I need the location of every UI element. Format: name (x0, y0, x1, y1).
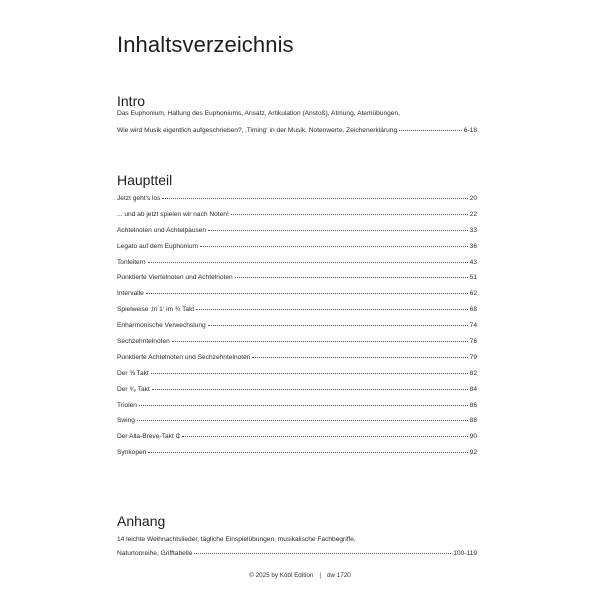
toc-entry-label: Tonleitern (117, 258, 146, 266)
toc-entry-page: 20 (469, 195, 477, 202)
toc-entry-label: Der Alla-Breve-Takt ₵ (117, 433, 181, 441)
toc-entry-label: Sechzehntelnoten (117, 338, 170, 346)
dot-leader (399, 125, 462, 131)
toc-row (117, 242, 477, 258)
dot-leader (148, 447, 467, 453)
toc-entry-page: 43 (469, 258, 477, 266)
toc-row (117, 353, 477, 369)
toc-row (117, 321, 477, 337)
dot-leader (194, 548, 451, 554)
section-heading-hauptteil: Hauptteil (117, 172, 173, 188)
section-heading-intro: Intro (117, 93, 146, 109)
toc-entry-label: Der ⅜ Takt (117, 369, 149, 377)
toc-entry-page: 82 (469, 369, 477, 377)
toc-row (117, 289, 477, 305)
toc-entry-page: 84 (469, 385, 477, 393)
toc-row (117, 416, 477, 432)
dot-leader (208, 225, 468, 231)
toc-entry-page: 74 (469, 322, 477, 330)
toc-entry-label: Swing (117, 417, 135, 425)
dot-leader (148, 257, 468, 263)
toc-row (117, 305, 477, 321)
page-footer (0, 572, 600, 579)
dot-leader (152, 384, 468, 390)
toc-entry-label: Wie wird Musik eigentlich aufgeschrieben?, ‚Timing‘ in der Musik, Notenwerte, Zeichenerklärung (117, 127, 398, 134)
toc-entry-page: 90 (469, 433, 477, 441)
intro-entry (117, 126, 477, 136)
toc-entry-page: 51 (469, 274, 477, 282)
toc-row (117, 401, 477, 417)
toc-row (117, 226, 477, 242)
dot-leader (172, 336, 468, 342)
toc-entry-label: Naturtonreihe, Grifftabelle (117, 550, 193, 557)
toc-entry-page: 86 (469, 401, 477, 409)
toc-entry-label: Jetzt geht's los (117, 195, 161, 202)
toc-entry-page: 76 (469, 338, 477, 346)
intro-line-1: Das Euphonium, Haltung des Euphoniums, Ansatz, Artikulation (Anstoß), Atmung, Atemübungen, (117, 110, 400, 117)
toc-row (117, 549, 477, 559)
hauptteil-list (117, 194, 477, 464)
footer-copyright: © 2025 by Köbl Edition (249, 572, 314, 579)
toc-entry-page: 6-18 (463, 127, 477, 134)
anhang-line-1: 14 leichte Weihnachtslieder, tägliche Einspielübungen, musikalische Fachbegriffe, (117, 536, 356, 543)
dot-leader (252, 352, 467, 358)
footer-separator: | (319, 572, 321, 579)
dot-leader (200, 241, 468, 247)
section-heading-anhang: Anhang (117, 513, 166, 529)
toc-row (117, 258, 477, 274)
toc-entry-label: Legato auf dem Euphonium (117, 242, 199, 250)
toc-row (117, 385, 477, 401)
anhang-entry (117, 549, 477, 559)
toc-entry-page: 33 (469, 226, 477, 234)
dot-leader (162, 193, 467, 199)
toc-entry-page: 92 (469, 449, 477, 457)
toc-entry-label: Triolen (117, 401, 137, 409)
toc-entry-label: Punktierte Viertelnoten und Achtelnoten (117, 274, 233, 282)
toc-entry-page: 22 (469, 210, 477, 218)
dot-leader (146, 288, 468, 294)
toc-entry-page: 62 (469, 290, 477, 298)
toc-row (117, 210, 477, 226)
toc-row (117, 194, 477, 210)
dot-leader (139, 400, 468, 406)
toc-row (117, 126, 477, 136)
toc-row (117, 369, 477, 385)
toc-entry-label: Synkopen (117, 449, 147, 457)
toc-entry-page: 68 (469, 306, 477, 314)
toc-entry-page: 79 (469, 353, 477, 361)
footer-code: dw 1720 (326, 572, 351, 579)
toc-entry-label: Intervalle (117, 290, 144, 298)
dot-leader (137, 415, 468, 421)
dot-leader (151, 368, 468, 374)
toc-entry-page: 36 (469, 242, 477, 250)
toc-entry-page: 88 (469, 417, 477, 425)
dot-leader (182, 431, 467, 437)
toc-entry-label: Enharmonische Verwechslung (117, 322, 206, 330)
dot-leader (208, 320, 468, 326)
page-title: Inhaltsverzeichnis (117, 32, 294, 57)
dot-leader (235, 272, 468, 278)
toc-row (117, 432, 477, 448)
toc-entry-label: Der ⁶⁄₈ Takt (117, 385, 150, 393)
dot-leader (231, 209, 468, 215)
toc-entry-label: Punktierte Achtelnoten und Sechzehntelnoten (117, 353, 251, 361)
toc-entry-page: 100-119 (453, 550, 477, 557)
toc-entry-label: ... und ab jetzt spielen wir nach Noten! (117, 210, 229, 218)
toc-row (117, 273, 477, 289)
toc-row (117, 337, 477, 353)
toc-entry-label: Spielweise ‚In 1‘ im ¾ Takt (117, 306, 195, 314)
toc-entry-label: Achtelnoten und Achtelpausen (117, 226, 207, 234)
dot-leader (196, 304, 467, 310)
toc-row (117, 448, 477, 464)
